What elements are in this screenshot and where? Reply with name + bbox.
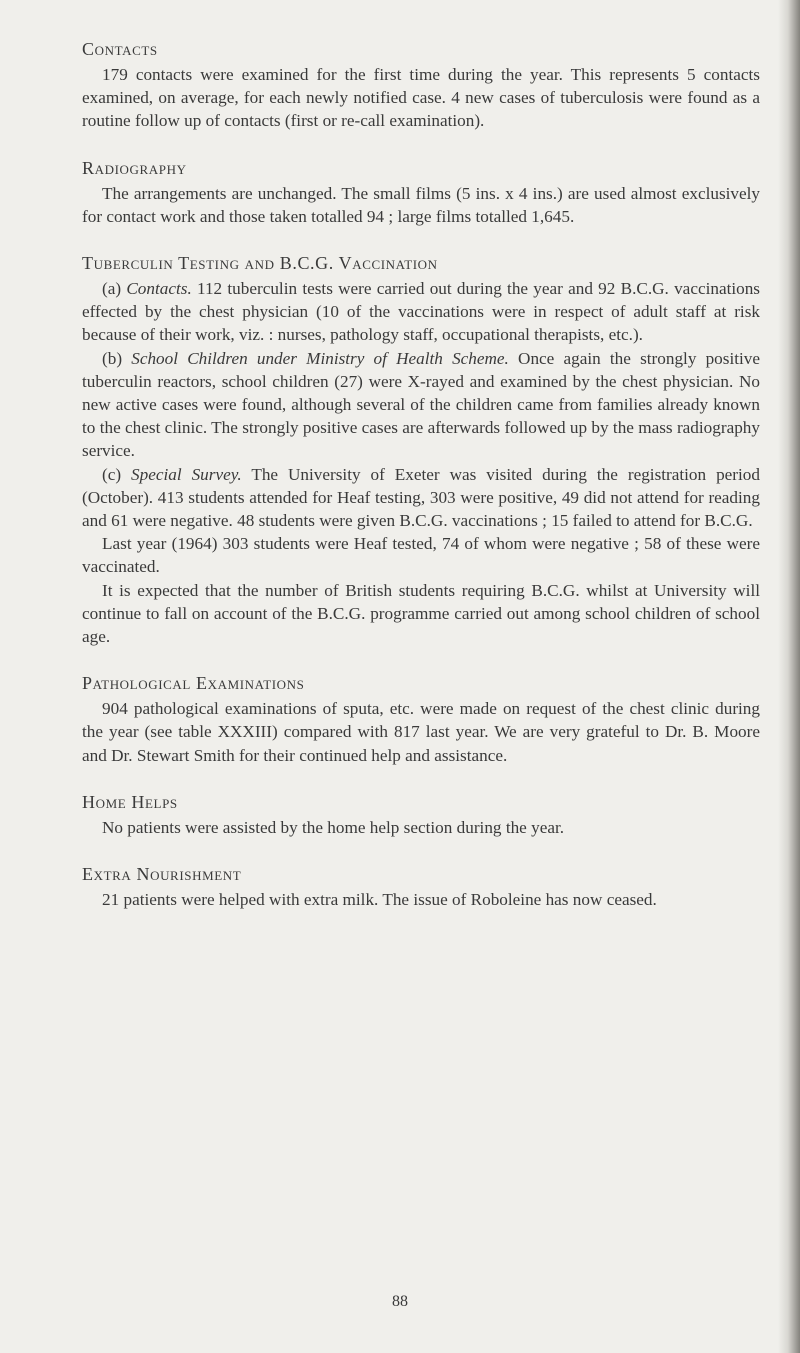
heading-nourishment: Extra Nourishment [82,864,242,885]
home-helps-paragraph: No patients were assisted by the home help section during the year. [102,817,565,837]
last-year-paragraph: Last year (1964) 303 students were Heaf tested, 74 of whom were negative ; 58 of these were vaccinated. [82,534,760,577]
tuberculin-contacts-paragraph [82,277,760,347]
heading-home-helps: Home Helps [82,791,178,812]
section-nourishment [82,863,760,911]
item-title-contacts: Contacts. [126,279,192,299]
item-label-b: (b) [102,348,123,368]
item-text-b: Once again the strongly positive tuberculin reactors, school children (27) were X-rayed and examined by the chest physician. No new active cases were found, although several of the children came from families already known to the chest clinic. The strongly positive cases are afterwards followed up by the mass radiography service. [82,348,761,461]
page-number: 88 [392,1293,408,1310]
page-content [82,38,760,935]
contacts-paragraph: 179 contacts were examined for the first time during the year. This represents 5 contacts examined, on average, for each newly notified case. 4 new cases of tuberculosis were found as a routine follow up of contacts (first or re-call examination). [82,65,760,131]
expected-paragraph: It is expected that the number of British students requiring B.C.G. whilst at University will continue to fall on account of the B.C.G. programme carried out among school children of school age. [82,580,760,647]
item-label-a: (a) [102,279,122,299]
tuberculin-special-survey-paragraph [82,463,760,533]
heading-pathological: Pathological Examinations [82,673,305,694]
item-text-c: The University of Exeter was visited during the registration period (October). 413 students attended for Heaf testing, 303 were positive, 49 did not attend for reading and 61 were negative. 48 students were given B.C.G. vaccinations ; 15 failed to attend for B.C.G. [82,464,760,531]
section-home-helps [82,791,760,839]
item-title-special-survey: Special Survey. [131,464,242,484]
section-contacts [82,38,760,133]
section-pathological [82,672,760,767]
tuberculin-school-children-paragraph [82,347,760,463]
heading-tuberculin: Tuberculin Testing and B.C.G. Vaccination [82,253,438,274]
item-text-a: 112 tuberculin tests were carried out during the year and 92 B.C.G. vaccinations effected by the chest physician (10 of the vaccinations were in respect of adult staff at risk because of their work, viz. : nurses, pathology staff, occupational therapists, etc.). [82,279,760,345]
pathological-paragraph: 904 pathological examinations of sputa, etc. were made on request of the chest clinic during the year (see table XXXIII) compared with 817 last year. We are very grateful to Dr. B. Moore and Dr. Stewart Smith for their continued help and assistance. [82,699,760,765]
nourishment-paragraph: 21 patients were helped with extra milk. The issue of Roboleine has now ceased. [102,890,657,910]
item-title-school-children: School Children under Ministry of Health Scheme. [131,348,509,368]
heading-contacts: Contacts [82,39,158,59]
heading-radiography: Radiography [82,157,187,178]
section-tuberculin [82,252,760,648]
section-radiography [82,157,760,228]
radiography-paragraph: The arrangements are unchanged. The small films (5 ins. x 4 ins.) are used almost exclusively for contact work and those taken totalled 94 ; large films totalled 1,645. [82,183,760,226]
page-edge-shadow [778,0,800,1353]
item-label-c: (c) [102,464,122,484]
